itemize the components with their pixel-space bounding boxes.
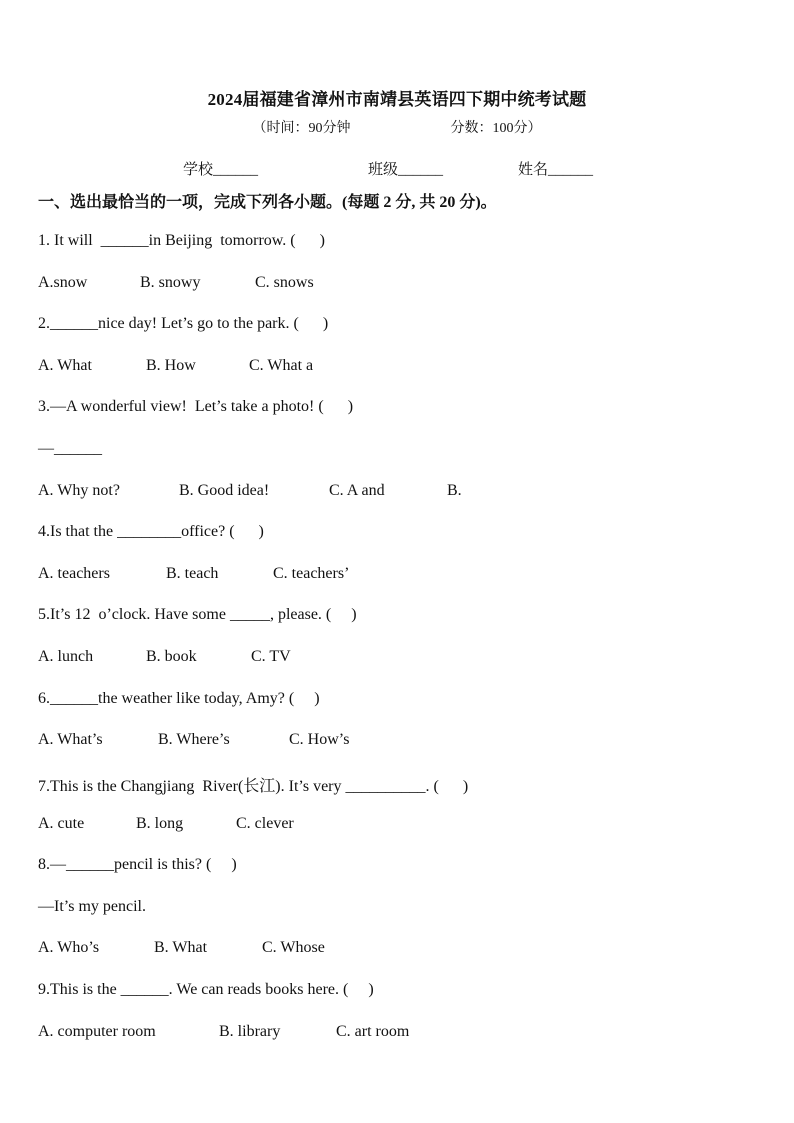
options-2 (38, 357, 313, 375)
option: C. What a (249, 357, 314, 374)
option: B. Good idea! (179, 482, 270, 499)
option: B. Where’s (158, 731, 230, 748)
exam-time: （时间：90分钟 (252, 121, 351, 136)
options-7 (38, 815, 294, 833)
question-2: 2.______nice day! Let’s go to the park. ( ) (38, 315, 329, 332)
option: C. clever (236, 815, 294, 832)
options-6 (38, 731, 349, 749)
option: C. TV (251, 648, 291, 665)
option: B. How (146, 357, 196, 374)
options-1 (38, 274, 314, 292)
options-3 (38, 482, 462, 500)
exam-meta (0, 117, 794, 137)
question-6: 6.______the weather like today, Amy? ( ) (38, 690, 320, 707)
option: C. art room (336, 1023, 410, 1040)
question-8: 8.—______pencil is this? ( ) (38, 856, 237, 873)
question-7: 7.This is the Changjiang River(长江). It’s very __________. ( ) (38, 778, 469, 795)
option: C. Whose (262, 939, 325, 956)
page-title: 2024届福建省漳州市南靖县英语四下期中统考试题 (207, 90, 587, 109)
option: B. long (136, 815, 184, 832)
options-5 (38, 648, 291, 666)
option: A. lunch (38, 648, 94, 665)
exam-score: 分数：100分） (450, 121, 542, 136)
question-9: 9.This is the ______. We can reads books here. ( ) (38, 981, 374, 998)
option: B. What (154, 939, 208, 956)
class-field: 班级______ (368, 162, 444, 178)
option: A. What’s (38, 731, 103, 748)
student-fields (183, 158, 593, 179)
option: A. Why not? (38, 482, 120, 499)
options-4 (38, 565, 349, 583)
option: A. What (38, 357, 92, 374)
option: C. snows (255, 274, 314, 291)
option: C. A and (329, 482, 385, 499)
option: A. teachers (38, 565, 110, 582)
name-field: 姓名______ (518, 162, 594, 178)
option: B. (447, 482, 462, 499)
option: A. cute (38, 815, 85, 832)
option: B. snowy (140, 274, 201, 291)
question-8-reply: —It’s my pencil. (38, 898, 146, 915)
question-3-reply: —______ (38, 440, 102, 457)
option: B. library (219, 1023, 281, 1040)
option: B. book (146, 648, 197, 665)
question-1: 1. It will ______in Beijing tomorrow. ( ) (38, 232, 325, 249)
options-8 (38, 939, 325, 957)
options-9 (38, 1023, 409, 1041)
option: A. Who’s (38, 939, 100, 956)
question-4: 4.Is that the ________office? ( ) (38, 523, 264, 540)
school-field: 学校______ (183, 162, 259, 178)
option: C. teachers’ (273, 565, 350, 582)
question-5: 5.It’s 12 o’clock. Have some _____, please. ( ) (38, 606, 357, 623)
question-3: 3.—A wonderful view! Let’s take a photo! ( ) (38, 398, 354, 415)
option: A. computer room (38, 1023, 156, 1040)
option: C. How’s (289, 731, 350, 748)
option: B. teach (166, 565, 219, 582)
option: A.snow (38, 274, 88, 291)
section-heading: 一、选出最恰当的一项，完成下列各小题。(每题 2 分, 共 20 分)。 (38, 194, 497, 211)
